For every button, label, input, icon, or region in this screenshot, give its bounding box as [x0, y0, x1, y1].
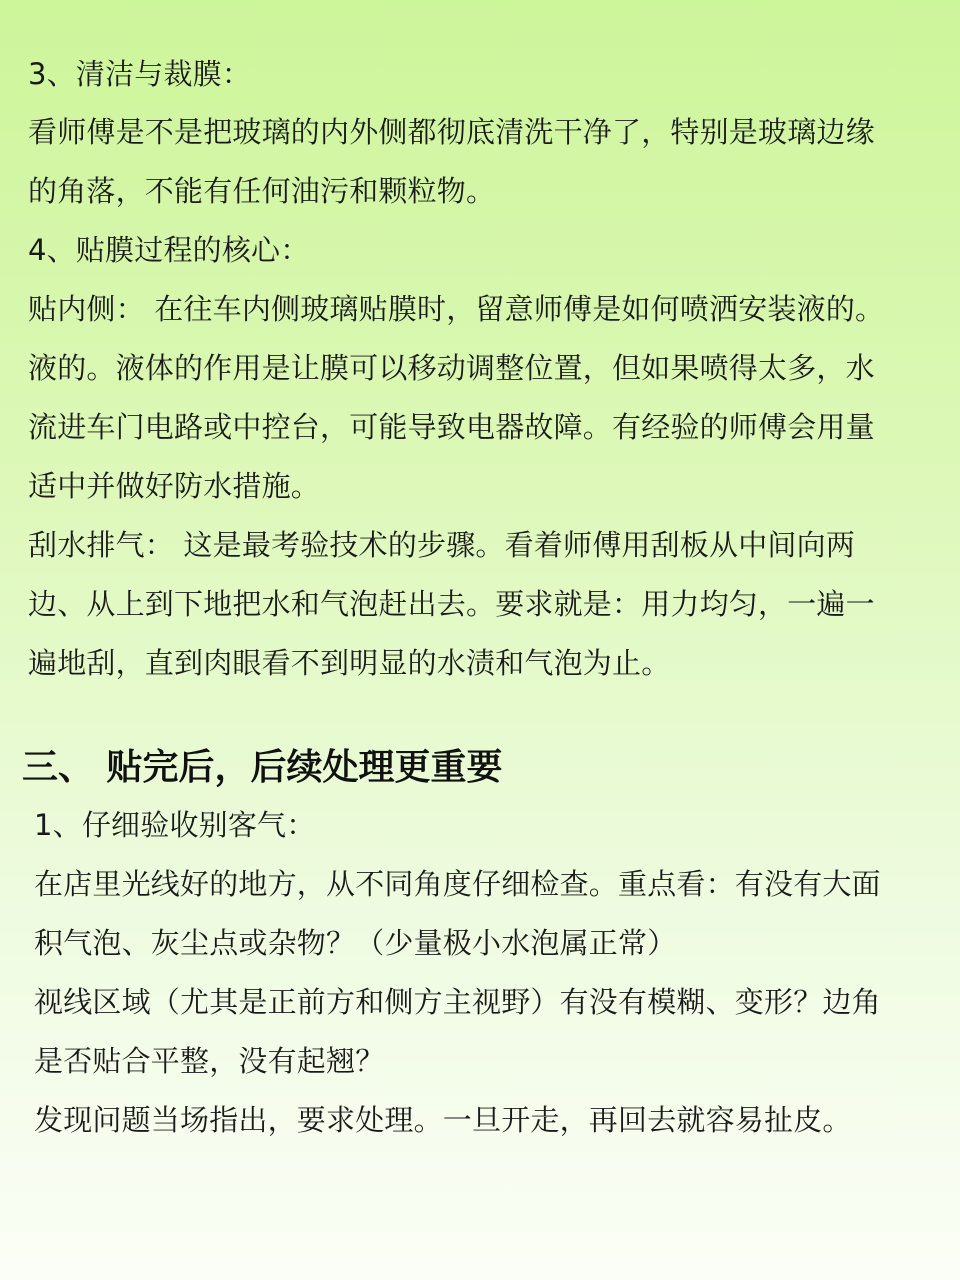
cleaning-body-line-1: 看师傅是不是把玻璃的内外侧都彻底清洗干净了，特别是玻璃边缘 — [28, 115, 875, 149]
squeegee-line-1: 刮水排气： 这是最考验技术的步骤。看着师傅用刮板从中间向两 — [28, 528, 856, 562]
inside-film-line-3: 流进车门电路或中控台，可能导致电器故障。有经验的师傅会用量 — [28, 410, 875, 444]
core-process-title: 4、贴膜过程的核心： — [28, 233, 310, 267]
inspection-line-3: 视线区域（尤其是正前方和侧方主视野）有没有模糊、变形？边角 — [34, 985, 881, 1019]
cleaning-body-line-2: 的角落，不能有任何油污和颗粒物。 — [28, 174, 496, 208]
cleaning-title: 3、清洁与裁膜： — [28, 57, 252, 91]
inspection-title: 1、仔细验收别客气： — [34, 808, 316, 842]
inspection-line-5: 发现问题当场指出，要求处理。一旦开走，再回去就容易扯皮。 — [34, 1103, 852, 1137]
inside-film-line-1: 贴内侧： 在往车内侧玻璃贴膜时，留意师傅是如何喷洒安装液的。 — [28, 292, 885, 326]
inside-film-line-4: 适中并做好防水措施。 — [28, 469, 321, 503]
inspection-line-4: 是否贴合平整，没有起翘？ — [34, 1044, 385, 1078]
inspection-line-2: 积气泡、灰尘点或杂物？（少量极小水泡属正常） — [34, 926, 677, 960]
inspection-line-1: 在店里光线好的地方，从不同角度仔细检查。重点看：有没有大面 — [34, 867, 881, 901]
squeegee-line-2: 边、从上到下地把水和气泡赶出去。要求就是：用力均匀，一遍一 — [28, 587, 875, 621]
section-three-heading: 三、 贴完后，后续处理更重要 — [22, 747, 503, 788]
squeegee-line-3: 遍地刮，直到肉眼看不到明显的水渍和气泡为止。 — [28, 646, 671, 680]
inside-film-line-2: 液的。液体的作用是让膜可以移动调整位置，但如果喷得太多，水 — [28, 351, 875, 385]
